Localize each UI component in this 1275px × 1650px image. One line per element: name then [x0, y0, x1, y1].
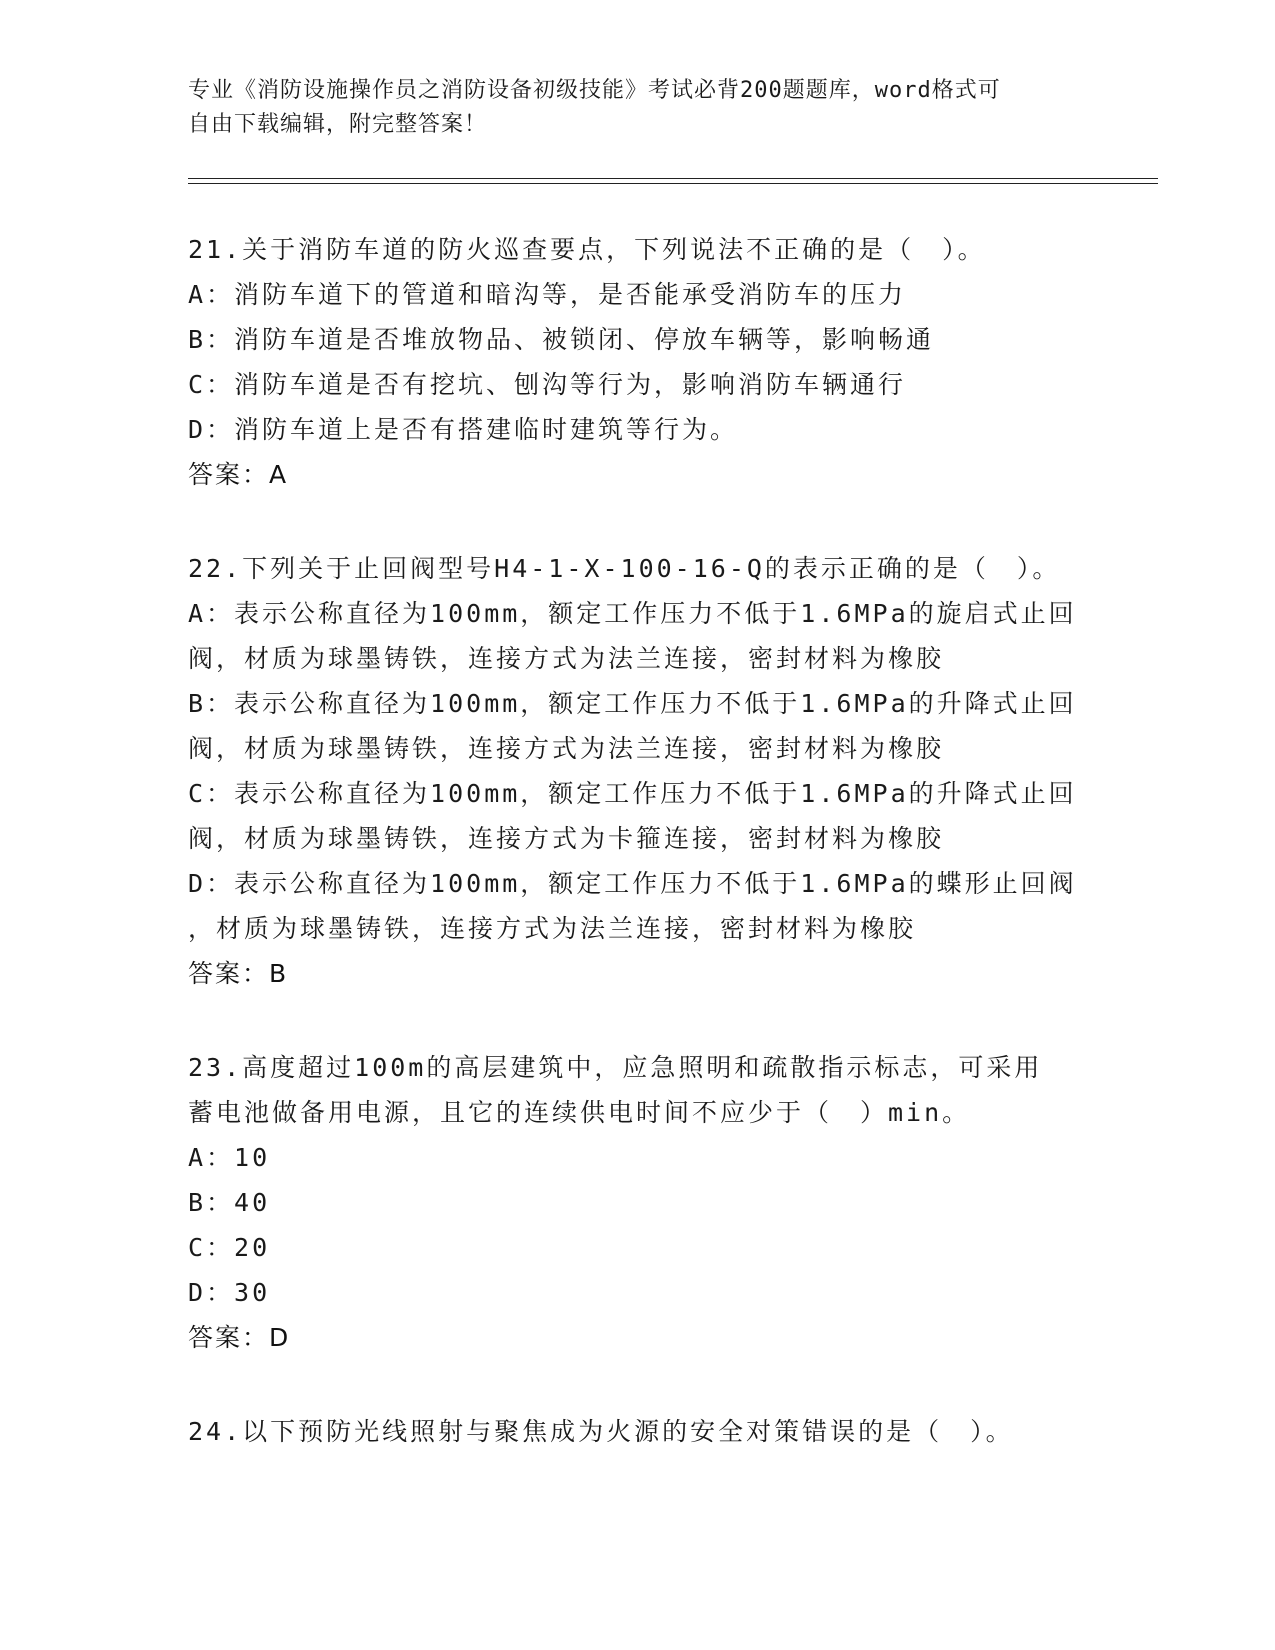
question-21-stem: 21.关于消防车道的防火巡查要点，下列说法不正确的是（ ）。 [188, 235, 986, 264]
question-22-stem: 22.下列关于止回阀型号H4-1-X-100-16-Q的表示正确的是（ ）。 [188, 554, 1061, 583]
question-22-answer: 答案：B [188, 959, 289, 988]
question-21-option-d: D：消防车道上是否有搭建临时建筑等行为。 [188, 415, 739, 444]
question-23-answer: 答案：D [188, 1323, 291, 1352]
question-23-stem-line-1: 23.高度超过100m的高层建筑中，应急照明和疏散指示标志，可采用 [188, 1053, 1043, 1082]
header-line-1: 专业《消防设施操作员之消防设备初级技能》考试必背200题题库，word格式可 [188, 78, 1001, 103]
question-23-option-a: A：10 [188, 1143, 271, 1172]
question-23-option-d: D：30 [188, 1278, 271, 1307]
question-21-option-b: B：消防车道是否堆放物品、被锁闭、停放车辆等，影响畅通 [188, 325, 935, 354]
question-22-option-c-line-2: 阀，材质为球墨铸铁，连接方式为卡箍连接，密封材料为橡胶 [188, 824, 945, 853]
question-22-option-a-line-2: 阀，材质为球墨铸铁，连接方式为法兰连接，密封材料为橡胶 [188, 644, 945, 673]
question-21-option-c: C：消防车道是否有挖坑、刨沟等行为，影响消防车辆通行 [188, 370, 907, 399]
document-header [188, 74, 1088, 142]
question-22-option-b-line-2: 阀，材质为球墨铸铁，连接方式为法兰连接，密封材料为橡胶 [188, 734, 945, 763]
question-22-option-d-line-1: D：表示公称直径为100mm，额定工作压力不低于1.6MPa的蝶形止回阀 [188, 869, 1077, 898]
question-24-stem: 24.以下预防光线照射与聚焦成为火源的安全对策错误的是（ ）。 [188, 1417, 1014, 1446]
question-21-answer: 答案：A [188, 460, 289, 489]
question-22-option-b-line-1: B：表示公称直径为100mm，额定工作压力不低于1.6MPa的升降式止回 [188, 689, 1077, 718]
question-23-option-c: C：20 [188, 1233, 271, 1262]
question-23-stem-line-2: 蓄电池做备用电源，且它的连续供电时间不应少于（ ）min。 [188, 1098, 971, 1127]
question-23-option-b: B：40 [188, 1188, 271, 1217]
question-22-option-a-line-1: A：表示公称直径为100mm，额定工作压力不低于1.6MPa的旋启式止回 [188, 599, 1077, 628]
header-divider-bottom [188, 183, 1158, 184]
question-22-option-d-line-2: ，材质为球墨铸铁，连接方式为法兰连接，密封材料为橡胶 [188, 914, 917, 943]
question-21-option-a: A：消防车道下的管道和暗沟等，是否能承受消防车的压力 [188, 280, 907, 309]
header-divider-top [188, 178, 1158, 179]
header-line-2: 自由下载编辑，附完整答案！ [188, 112, 488, 137]
question-22-option-c-line-1: C：表示公称直径为100mm，额定工作压力不低于1.6MPa的升降式止回 [188, 779, 1077, 808]
